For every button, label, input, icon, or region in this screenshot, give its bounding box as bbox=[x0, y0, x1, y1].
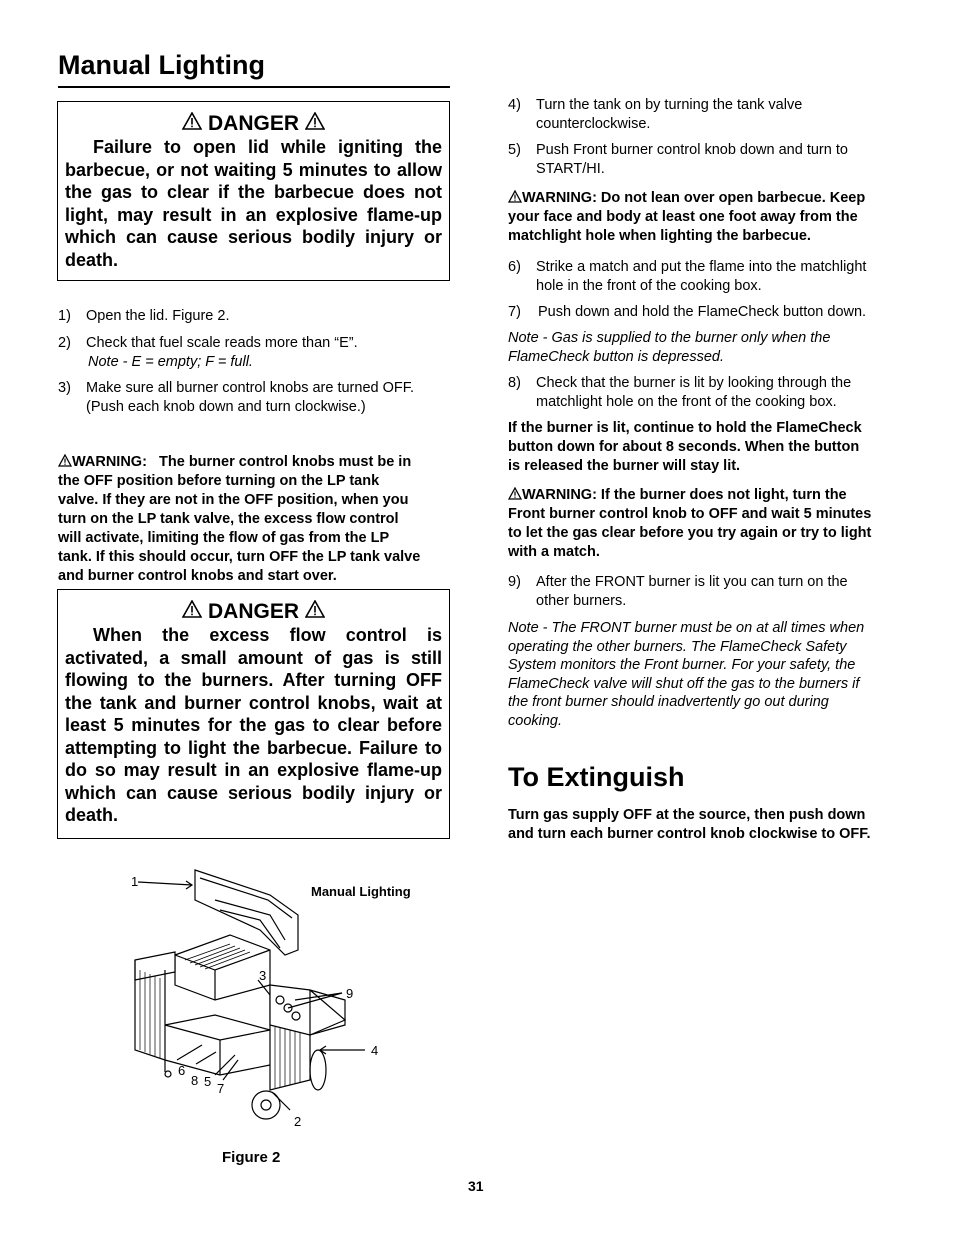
step-text: Check that the burner is lit by looking through the bbox=[536, 375, 852, 391]
warning-line: valve. If they are not in the OFF position, when you bbox=[58, 492, 409, 508]
callout-label: 7 bbox=[217, 1081, 225, 1096]
note-2 bbox=[508, 619, 908, 730]
step-note: Note - E = empty; F = full. bbox=[88, 354, 253, 370]
warning-triangle-icon bbox=[305, 112, 325, 130]
step-number: 3) bbox=[58, 380, 71, 396]
title-rule bbox=[58, 86, 450, 88]
page-number: 31 bbox=[468, 1178, 484, 1194]
step-text-continued: other burners. bbox=[536, 593, 627, 609]
step-text: Strike a match and put the flame into the matchlight bbox=[536, 259, 867, 275]
warning-line: WARNING: If the burner does not light, turn the bbox=[522, 487, 847, 503]
callout-label: 5 bbox=[204, 1074, 212, 1089]
danger-label: DANGER bbox=[207, 112, 299, 135]
step-text-continued: START/HI. bbox=[536, 161, 605, 177]
note-line: Note - Gas is supplied to the burner only when the bbox=[508, 330, 831, 346]
warning-line: will activate, limiting the flow of gas from the LP bbox=[58, 530, 390, 546]
step-text: Make sure all burner control knobs are turned OFF. bbox=[86, 380, 415, 396]
warning-line: your face and body at least one foot away from the bbox=[508, 209, 858, 225]
step-number: 5) bbox=[508, 142, 521, 158]
warning-block-2 bbox=[508, 189, 908, 246]
extinguish-title: To Extinguish bbox=[508, 762, 685, 792]
warning-line: the OFF position before turning on the LP tank bbox=[58, 473, 380, 489]
callout-label: 8 bbox=[191, 1073, 199, 1088]
note-line: FlameCheck button is depressed. bbox=[508, 348, 724, 365]
danger-heading-1 bbox=[65, 112, 442, 136]
danger-text-1: Failure to open lid while igniting the barbecue, or not waiting 5 minutes to allow the gas to clear if the barbecue does not light, may result in an explosive flame-up which can cause serious bodily injury or death. bbox=[65, 137, 442, 270]
note-1 bbox=[508, 329, 908, 366]
step-text: After the FRONT burner is lit you can turn on the bbox=[536, 574, 848, 590]
step-text-continued: matchlight hole on the front of the cooking box. bbox=[536, 394, 837, 410]
warning-line: tank. If this should occur, turn OFF the LP tank valve bbox=[58, 549, 421, 565]
note-line: Note - The FRONT burner must be on at all times when bbox=[508, 620, 865, 636]
note-line: the front burner should inadvertently go out during bbox=[508, 694, 829, 710]
danger-label: DANGER bbox=[207, 600, 299, 623]
text-line: is released the burner will stay lit. bbox=[508, 458, 741, 474]
warning-line: The burner control knobs must be in bbox=[159, 454, 412, 470]
page-title: Manual Lighting bbox=[58, 50, 265, 80]
note-line: cooking. bbox=[508, 712, 563, 729]
extinguish-text bbox=[508, 806, 908, 844]
text-line: If the burner is lit, continue to hold the FlameCheck bbox=[508, 420, 862, 436]
text-line: button down for about 8 seconds. When the button bbox=[508, 439, 860, 455]
danger-box-2 bbox=[57, 589, 450, 839]
step-number: 9) bbox=[508, 574, 521, 590]
warning-line: and burner control knobs and start over. bbox=[58, 568, 337, 584]
step-number: 4) bbox=[508, 97, 521, 113]
callout-label: 1 bbox=[131, 874, 139, 889]
step-text: Check that fuel scale reads more than “E”. bbox=[86, 335, 358, 351]
warning-triangle-icon bbox=[508, 487, 522, 500]
callout-label: 9 bbox=[346, 986, 354, 1001]
step-text: Push down and hold the FlameCheck button down. bbox=[538, 304, 867, 320]
step-number: 7) bbox=[508, 304, 521, 320]
warning-line: with a match. bbox=[508, 544, 600, 560]
step-text-continued: hole in the front of the cooking box. bbox=[536, 278, 762, 294]
burner-lit-text bbox=[508, 419, 908, 476]
step-text-continued: counterclockwise. bbox=[536, 116, 651, 132]
warning-line: WARNING: Do not lean over open barbecue. Keep bbox=[522, 190, 866, 206]
warning-triangle-icon bbox=[305, 600, 325, 618]
warning-block-3 bbox=[508, 486, 908, 562]
callout-label: 3 bbox=[259, 968, 267, 983]
warning-line: turn on the LP tank valve, the excess flow control bbox=[58, 511, 399, 527]
step-number: 1) bbox=[58, 308, 71, 324]
note-line: System monitors the Front burner. For your safety, the bbox=[508, 657, 856, 673]
figure-caption: Figure 2 bbox=[222, 1149, 281, 1166]
warning-triangle-icon bbox=[182, 600, 202, 618]
warning-triangle-icon bbox=[508, 190, 522, 203]
danger-text-2: When the excess flow control is activated, a small amount of gas is still flowing to the burners. After turning OFF the tank and burner control knobs, wait at least 5 minutes for the gas to clear before attempting to light the barbecue. Failure to do so may result in an explosive flame-up which can cause serious bodily injury or death. bbox=[65, 625, 442, 825]
callout-label: 4 bbox=[371, 1043, 379, 1058]
figure-title: Manual Lighting bbox=[311, 884, 411, 899]
step-number: 2) bbox=[58, 335, 71, 351]
warning-label: WARNING: bbox=[72, 454, 147, 470]
warning-line: matchlight hole when lighting the barbecue. bbox=[508, 228, 811, 244]
step-text: Turn the tank on by turning the tank valve bbox=[536, 97, 803, 113]
step-text: Open the lid. Figure 2. bbox=[86, 308, 230, 324]
step-number: 8) bbox=[508, 375, 521, 391]
danger-box-1 bbox=[57, 101, 450, 281]
warning-line: Front burner control knob to OFF and wait 5 minutes bbox=[508, 506, 872, 522]
danger-heading-2 bbox=[65, 600, 442, 624]
note-line: operating the other burners. The FlameCheck Safety bbox=[508, 638, 847, 655]
warning-line: to let the gas clear before you try again or try to light bbox=[508, 525, 872, 541]
grill-figure bbox=[120, 860, 440, 1135]
grill-illustration bbox=[120, 860, 440, 1135]
step-text: Push Front burner control knob down and turn to bbox=[536, 142, 848, 158]
warning-triangle-icon bbox=[58, 454, 72, 467]
callout-label: 2 bbox=[294, 1114, 302, 1129]
text-line: Turn gas supply OFF at the source, then push down bbox=[508, 807, 866, 823]
warning-block-1 bbox=[58, 453, 453, 586]
callout-label: 6 bbox=[178, 1063, 186, 1078]
step-number: 6) bbox=[508, 259, 521, 275]
note-line: FlameCheck valve will shut off the gas to the burners if bbox=[508, 675, 860, 692]
warning-triangle-icon bbox=[182, 112, 202, 130]
step-text-continued: (Push each knob down and turn clockwise.) bbox=[86, 399, 366, 415]
text-line: and turn each burner control knob clockwise to OFF. bbox=[508, 826, 871, 842]
